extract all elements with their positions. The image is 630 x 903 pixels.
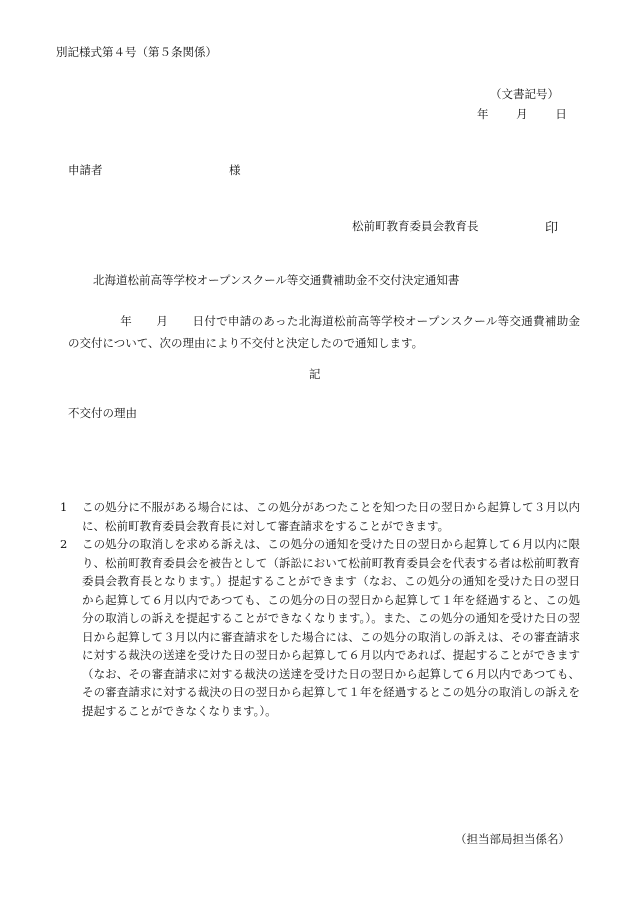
reason-label: 不交付の理由 (68, 406, 137, 420)
seal-mark: 印 (545, 221, 559, 236)
document-title: 北海道松前高等学校オープンスクール等交通費補助金不交付決定通知書 (93, 273, 460, 287)
issuer-name: 松前町教育委員会教育長 (352, 219, 479, 233)
body-date-year: 年 (120, 314, 133, 328)
notice-body (68, 310, 580, 354)
body-date-month: 月 (156, 314, 169, 328)
note-number: 1 (60, 500, 68, 514)
form-label: 別記様式第４号（第５条関係） (56, 45, 217, 59)
applicant-label: 申請者 (68, 163, 103, 177)
ki-marker: 記 (309, 367, 321, 381)
date-day: 日 (555, 107, 567, 121)
note-number: 2 (60, 537, 68, 551)
date-month: 月 (516, 107, 528, 121)
notes-list (60, 498, 580, 720)
note-text: この処分の取消しを求める訴えは、この処分の通知を受けた日の翌日から起算して６月以内に限り、松前町教育委員会を被告として（訴訟において松前町教育委員会を代表する者は松前町教育委員会教育長となります。）提起することができます（なお、この処分の通知を受けた日の翌日から起算して６月以内であつても、この処分の日の翌日から起算して１年を経過すると、この処分の取消しの訴えを提起することができなくなります。）。また、この処分の通知を受けた日の翌日から起算して３月以内に審査請求をした場合には、この処分の取消しの訴えは、その審査請求に対する裁決の送達を受けた日の翌日から起算して６月以内であれば、提起することができます（なお、その審査請求に対する裁決の送達を受けた日の翌日から起算して６月以内であつても、その審査請求に対する裁決の日の翌日から起算して１年を経過するとこの処分の取消しの訴えを提起することができなくなります。）。 (82, 537, 580, 718)
applicant-honorific: 様 (229, 163, 241, 177)
footer-department: （担当部局担当係名） (455, 832, 570, 846)
body-text: 日付で申請のあった北海道松前高等学校オープンスクール等交通費補助金の交付について、次の理由により不交付と決定したので通知します。 (68, 314, 580, 350)
note-item (60, 535, 580, 720)
note-item (60, 498, 580, 535)
note-text: この処分に不服がある場合には、この処分があつたことを知つた日の翌日から起算して３月以内に、松前町教育委員会教育長に対して審査請求をすることができます。 (82, 500, 580, 533)
document-number: （文書記号） (490, 87, 559, 101)
date-year: 年 (477, 107, 489, 121)
date-line (477, 106, 567, 122)
